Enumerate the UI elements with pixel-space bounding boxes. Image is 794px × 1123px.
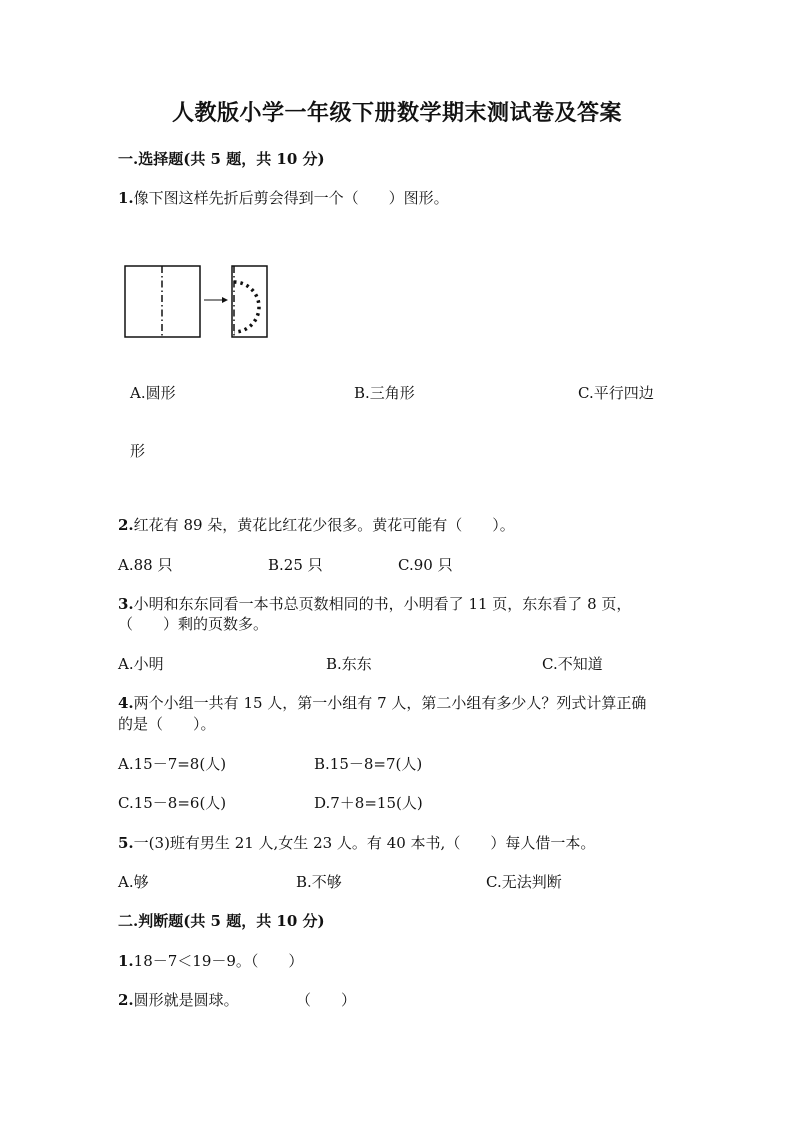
question-4-line2: 的是（ ）。 — [118, 715, 216, 733]
q1-option-c[interactable]: C.平行四边 — [578, 384, 654, 402]
judgement-2-answer-blank[interactable]: （ ） — [296, 991, 357, 1009]
q4-option-d[interactable]: D.7＋8=15(人) — [314, 794, 423, 812]
q2-option-c[interactable]: C.90 只 — [398, 556, 453, 574]
question-number: 4. — [118, 694, 134, 712]
q2-option-a[interactable]: A.88 只 — [118, 556, 173, 574]
fold-cut-figure — [122, 262, 272, 342]
cut-semicircle-dotted — [234, 282, 259, 332]
question-number: 5. — [118, 834, 134, 852]
question-text: 圆形就是圆球。 — [133, 991, 239, 1009]
arrow-head-icon — [222, 297, 228, 303]
question-number: 1. — [118, 952, 134, 970]
folded-half-rect — [232, 266, 267, 337]
q3-option-c[interactable]: C.不知道 — [542, 655, 603, 673]
question-1 — [118, 187, 449, 208]
question-2 — [118, 514, 515, 535]
question-4 — [118, 692, 646, 713]
q3-option-a[interactable]: A.小明 — [118, 655, 164, 673]
question-number: 2. — [118, 991, 134, 1009]
question-text: 小明和东东同看一本书总页数相同的书，小明看了 11 页，东东看了 8 页， — [133, 595, 632, 613]
question-text: 两个小组一共有 15 人，第一小组有 7 人，第二小组有多少人？列式计算正确 — [133, 694, 647, 712]
section-heading-judgement: 二.判断题(共 5 题，共 10 分) — [118, 912, 325, 930]
question-5 — [118, 832, 595, 853]
question-text: 红花有 89 朵，黄花比红花少很多。黄花可能有（ ）。 — [133, 516, 515, 534]
question-3 — [118, 593, 631, 614]
q4-option-c[interactable]: C.15－8=6(人) — [118, 794, 227, 812]
q5-option-c[interactable]: C.无法判断 — [486, 873, 562, 891]
q3-option-b[interactable]: B.东东 — [326, 655, 372, 673]
judgement-1 — [118, 950, 303, 971]
question-3-line2: （ ）剩的页数多。 — [118, 615, 269, 633]
q2-option-b[interactable]: B.25 只 — [268, 556, 323, 574]
page-title: 人教版小学一年级下册数学期末测试卷及答案 — [171, 100, 622, 126]
question-number: 1. — [118, 189, 134, 207]
q1-option-b[interactable]: B.三角形 — [354, 384, 415, 402]
question-text: 一(3)班有男生 21 人,女生 23 人。有 40 本书,（ ）每人借一本。 — [133, 834, 596, 852]
section-heading-choice: 一.选择题(共 5 题，共 10 分) — [118, 150, 325, 168]
q4-option-b[interactable]: B.15－8=7(人) — [314, 755, 423, 773]
q5-option-b[interactable]: B.不够 — [296, 873, 342, 891]
question-text: 18－7＜19－9。（ ） — [133, 952, 304, 970]
question-number: 2. — [118, 516, 134, 534]
q1-option-a[interactable]: A.圆形 — [130, 384, 176, 402]
q1-option-c-wrap: 形 — [130, 442, 146, 460]
judgement-2 — [118, 989, 239, 1010]
q5-option-a[interactable]: A.够 — [118, 873, 149, 891]
question-text: 像下图这样先折后剪会得到一个（ ）图形。 — [133, 189, 449, 207]
q4-option-a[interactable]: A.15－7=8(人) — [118, 755, 227, 773]
question-number: 3. — [118, 595, 134, 613]
